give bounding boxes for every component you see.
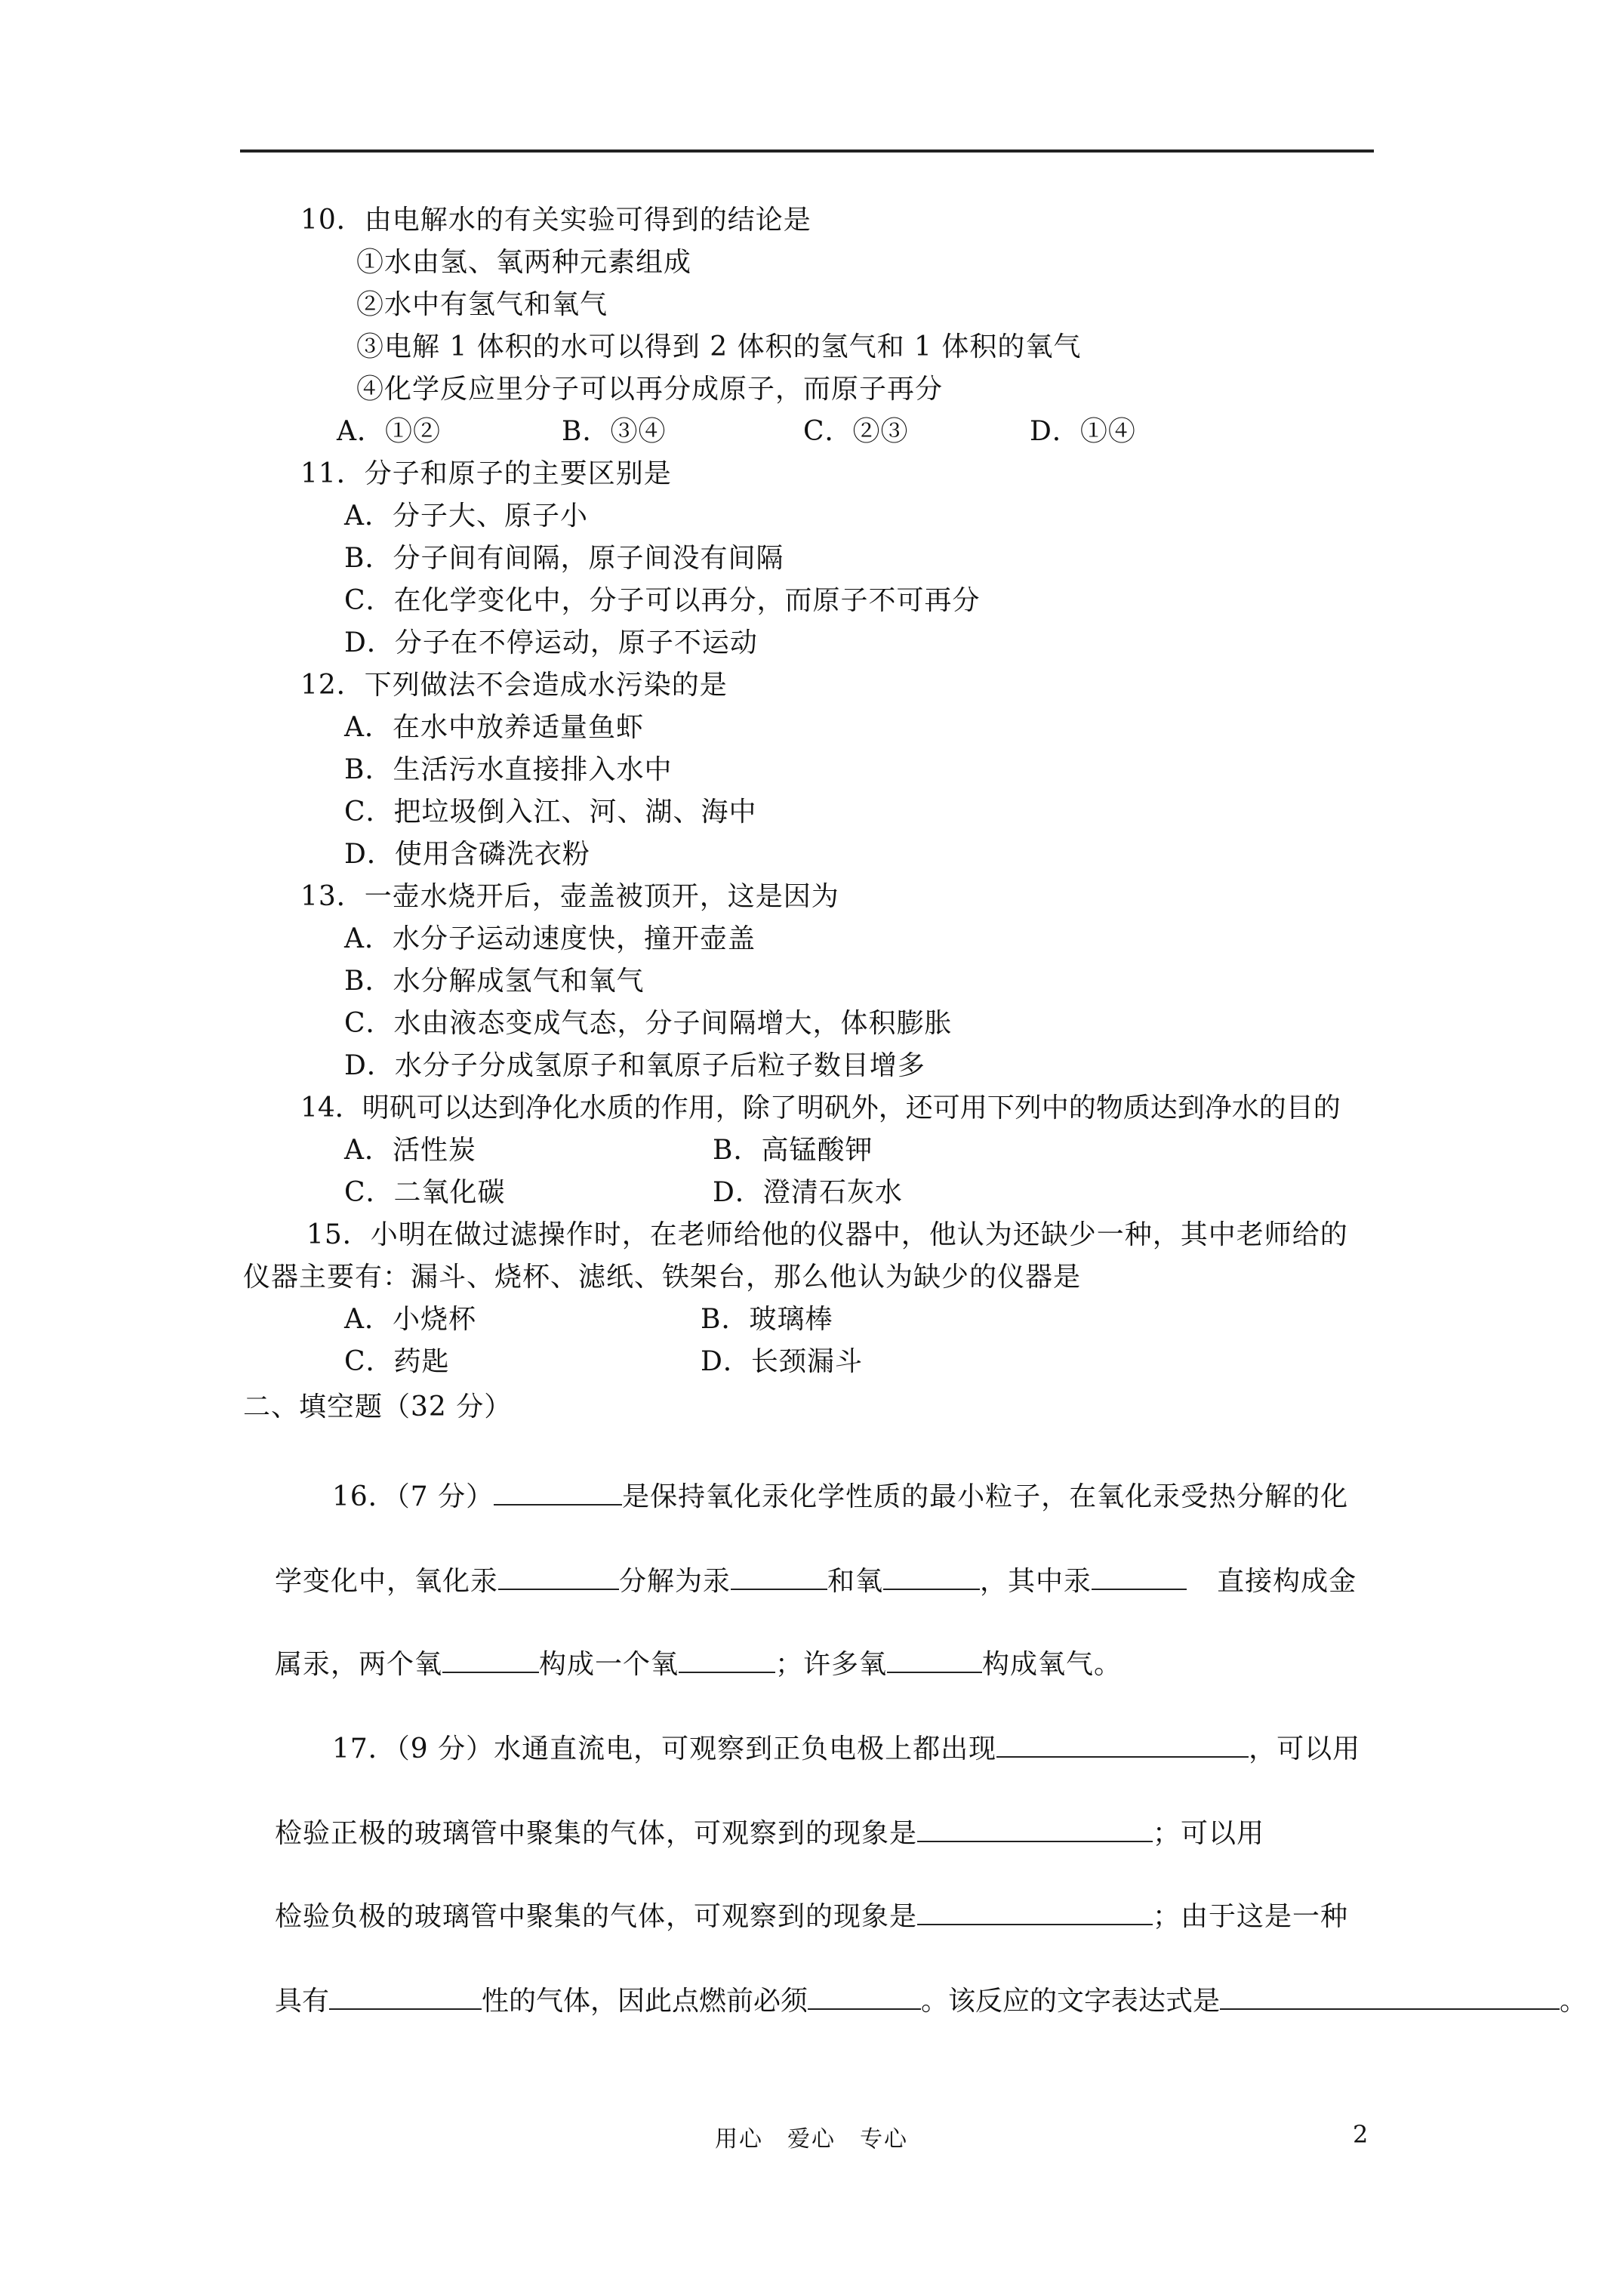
q14-option-c: C．二氧化碳 (344, 1177, 506, 1208)
q17-line-2: 检验正极的玻璃管中聚集的气体，可观察到的现象是 ；可以用 (275, 1815, 1264, 1851)
footer-motto: 用心 爱心 专心 (715, 2126, 908, 2153)
q11-option-d: D．分子在不停运动，原子不运动 (344, 627, 758, 658)
q12-option-b: B．生活污水直接排入水中 (344, 754, 673, 785)
q11-option-a: A．分子大、原子小 (344, 501, 588, 532)
q10-option-a: A．①② (337, 416, 441, 447)
q15-option-d: D．长颈漏斗 (701, 1346, 863, 1377)
q16-line-3: 属汞，两个氧 构成一个氧 ；许多氧 构成氧气。 (275, 1646, 1122, 1681)
q10-option-d: D．①④ (1030, 416, 1136, 447)
q10-stem: 10．由电解水的有关实验可得到的结论是 (300, 205, 812, 236)
q16-blank-7[interactable] (679, 1646, 775, 1673)
section-heading: 二、填空题（32 分） (243, 1391, 513, 1422)
q16-blank-2[interactable] (498, 1563, 619, 1590)
q14-option-b: B．高锰酸钾 (713, 1135, 873, 1166)
q17-line-1: 17．（9 分）水通直流电，可观察到正负电极上都出现 ，可以用 (332, 1730, 1360, 1766)
q12-option-a: A．在水中放养适量鱼虾 (344, 712, 644, 743)
q17-blank-5[interactable] (808, 1983, 921, 2010)
q10-statement-4: ④化学反应里分子可以再分成原子，而原子再分 (356, 374, 944, 405)
q11-stem: 11．分子和原子的主要区别是 (300, 458, 672, 489)
q11-option-b: B．分子间有间隔，原子间没有间隔 (344, 543, 784, 574)
q15-option-c: C．药匙 (344, 1346, 450, 1377)
q13-option-a: A．水分子运动速度快，撞开壶盖 (344, 923, 756, 954)
q10-option-c: C．②③ (803, 416, 909, 447)
q15-option-b: B．玻璃棒 (701, 1304, 833, 1335)
q16-blank-8[interactable] (887, 1646, 982, 1673)
q10-statement-1: ①水由氢、氧两种元素组成 (356, 247, 692, 278)
q12-stem: 12．下列做法不会造成水污染的是 (300, 670, 728, 701)
q13-option-c: C．水由液态变成气态，分子间隔增大，体积膨胀 (344, 1008, 953, 1039)
q10-option-b: B．③④ (562, 416, 667, 447)
q16-blank-4[interactable] (883, 1563, 980, 1590)
q15-stem: 15．小明在做过滤操作时，在老师给他的仪器中，他认为还缺少一种，其中老师给的 (306, 1219, 1348, 1250)
q13-option-d: D．水分子分成氢原子和氧原子后粒子数目增多 (344, 1050, 925, 1081)
q16-line-2: 学变化中，氧化汞 分解为汞 和氧 ，其中汞 直接构成金 (275, 1563, 1357, 1598)
q17-line-4: 具有 性的气体，因此点燃前必须 。该反应的文字表达式是 。 (275, 1983, 1587, 2018)
q12-option-c: C．把垃圾倒入江、河、湖、海中 (344, 797, 757, 827)
q16-blank-6[interactable] (442, 1646, 539, 1673)
q17-blank-1[interactable] (996, 1730, 1249, 1758)
q10-statement-3: ③电解 1 体积的水可以得到 2 体积的氢气和 1 体积的氧气 (356, 331, 1082, 362)
q13-stem: 13．一壶水烧开后，壶盖被顶开，这是因为 (300, 881, 839, 912)
q16-blank-1[interactable] (494, 1478, 622, 1505)
q14-option-d: D．澄清石灰水 (713, 1177, 903, 1208)
q16-blank-5[interactable] (1092, 1563, 1187, 1590)
q16-blank-3[interactable] (731, 1563, 827, 1590)
q17-blank-6[interactable] (1220, 1983, 1560, 2010)
q14-option-a: A．活性炭 (344, 1135, 476, 1166)
q17-line-3: 检验负极的玻璃管中聚集的气体，可观察到的现象是 ；由于这是一种 (275, 1898, 1348, 1934)
q14-stem: 14．明矾可以达到净化水质的作用，除了明矾外，还可用下列中的物质达到净水的目的 (300, 1093, 1341, 1123)
q11-option-c: C．在化学变化中，分子可以再分，而原子不可再分 (344, 585, 981, 616)
q17-blank-2[interactable] (917, 1815, 1153, 1842)
q15-option-a: A．小烧杯 (344, 1304, 476, 1335)
page-number: 2 (1353, 2120, 1369, 2149)
q13-option-b: B．水分解成氢气和氧气 (344, 966, 645, 997)
q16-line-1: 16．（7 分） 是保持氧化汞化学性质的最小粒子，在氧化汞受热分解的化 (332, 1478, 1348, 1514)
q16-label: 16．（7 分） (332, 1481, 494, 1512)
q10-statement-2: ②水中有氢气和氧气 (356, 289, 608, 320)
header-rule (240, 149, 1374, 153)
q17-blank-4[interactable] (329, 1983, 482, 2010)
q15-stem-cont: 仪器主要有：漏斗、烧杯、滤纸、铁架台，那么他认为缺少的仪器是 (243, 1262, 1082, 1293)
q17-blank-3[interactable] (917, 1898, 1153, 1925)
q12-option-d: D．使用含磷洗衣粉 (344, 839, 590, 870)
